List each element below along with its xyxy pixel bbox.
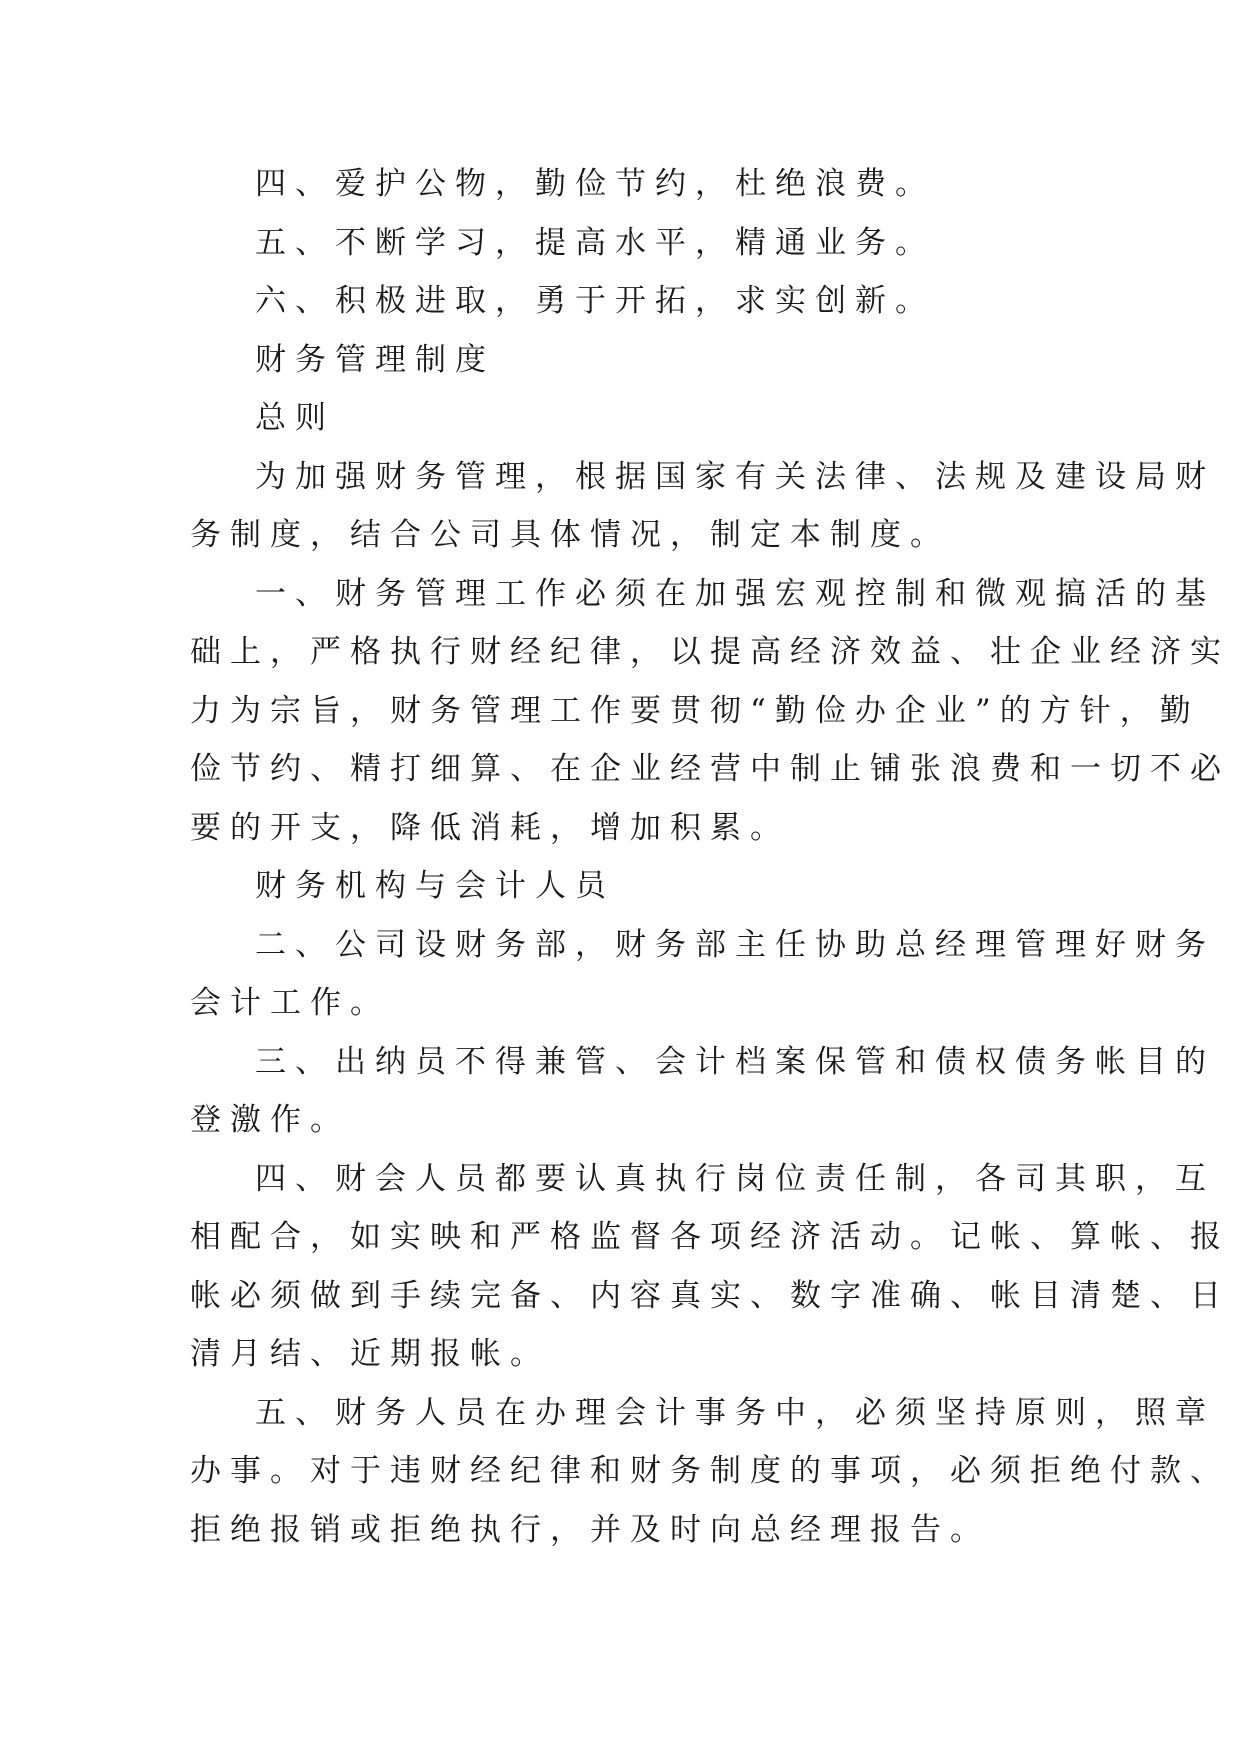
text-line: 二、公司设财务部，财务部主任协助总经理管理好财务	[255, 926, 1215, 963]
text-line: 要的开支，降低消耗，增加积累。	[190, 809, 790, 846]
text-line: 三、出纳员不得兼管、会计档案保管和债权债务帐目的	[255, 1043, 1215, 1080]
text-line: 力为宗旨，财务管理工作要贯彻“勤俭办企业”的方针，勤	[190, 692, 1200, 729]
text-line: 俭节约、精打细算、在企业经营中制止铺张浪费和一切不必	[190, 751, 1230, 787]
text-line: 清月结、近期报帐。	[190, 1336, 550, 1372]
text-line: 础上，严格执行财经纪律，以提高经济效益、壮企业经济实	[190, 634, 1230, 670]
text-line: 登激作。	[190, 1102, 350, 1138]
text-line: 一、财务管理工作必须在加强宏观控制和微观搞活的基	[255, 575, 1215, 612]
section-heading: 财务机构与会计人员	[255, 868, 615, 904]
text-line: 四、爱护公物，勤俭节约，杜绝浪费。	[255, 166, 935, 202]
document-body	[190, 155, 1230, 1559]
section-heading: 财务管理制度	[255, 341, 495, 378]
text-line: 六、积极进取，勇于开拓，求实创新。	[255, 283, 935, 319]
text-line: 为加强财务管理，根据国家有关法律、法规及建设局财	[255, 458, 1215, 495]
text-line: 办事。对于违财经纪律和财务制度的事项，必须拒绝付款、	[190, 1453, 1230, 1489]
text-line: 五、不断学习，提高水平，精通业务。	[255, 224, 935, 261]
text-line: 相配合，如实映和严格监督各项经济活动。记帐、算帐、报	[190, 1219, 1230, 1255]
text-line: 拒绝报销或拒绝执行，并及时向总经理报告。	[190, 1511, 990, 1548]
text-line: 五、财务人员在办理会计事务中，必须坚持原则，照章	[255, 1394, 1215, 1431]
section-heading: 总则	[255, 400, 335, 436]
text-line: 会计工作。	[190, 985, 390, 1021]
text-line: 四、财会人员都要认真执行岗位责任制，各司其职，互	[255, 1160, 1215, 1197]
text-line: 帐必须做到手续完备、内容真实、数字准确、帐目清楚、日	[190, 1277, 1230, 1314]
text-line: 务制度，结合公司具体情况，制定本制度。	[190, 517, 950, 553]
